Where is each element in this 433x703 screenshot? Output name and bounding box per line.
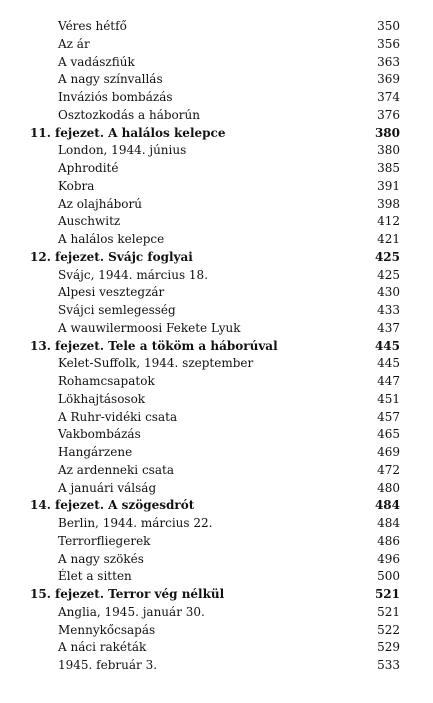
page-number: 433 <box>377 303 400 317</box>
toc-entry <box>0 657 433 675</box>
toc-entry <box>0 142 433 160</box>
entry-title: Hangárzene <box>58 445 133 459</box>
toc-entry <box>0 107 433 125</box>
page-number: 496 <box>377 551 400 566</box>
page-number: 398 <box>377 196 400 211</box>
page-number: 484 <box>374 498 400 513</box>
toc-entry <box>0 302 433 320</box>
toc-entry <box>0 639 433 657</box>
page-number: 500 <box>377 569 400 584</box>
chapter-title: 14. fejezet. A szögesdrót <box>30 498 195 513</box>
toc-entry <box>0 409 433 427</box>
toc-entry <box>0 622 433 640</box>
page-number: 521 <box>377 604 400 619</box>
toc-entry <box>0 391 433 409</box>
entry-title: Élet a sitten <box>58 569 132 584</box>
entry-title: A nagy színvallás <box>58 72 163 87</box>
page-number: 533 <box>377 658 400 672</box>
entry-title: A januári válság <box>58 480 157 495</box>
toc-entry <box>0 426 433 444</box>
page-number: 469 <box>377 445 400 459</box>
entry-title: 1945. február 3. <box>58 658 158 672</box>
toc-entry <box>0 355 433 373</box>
entry-title: A Ruhr-vidéki csata <box>58 409 178 424</box>
entry-title: Kobra <box>58 178 95 193</box>
entry-title: Berlin, 1944. március 22. <box>58 516 213 530</box>
toc-chapter-heading <box>0 125 433 143</box>
toc-chapter-heading <box>0 586 433 604</box>
toc-entry <box>0 373 433 391</box>
page-number: 472 <box>377 462 400 477</box>
entry-title: Rohamcsapatok <box>58 374 155 388</box>
entry-title: Az ardenneki csata <box>58 462 174 477</box>
toc-entry <box>0 480 433 498</box>
toc-entry <box>0 89 433 107</box>
page-number: 522 <box>377 622 400 637</box>
entry-title: A wauwilermoosi Fekete Lyuk <box>58 320 241 335</box>
entry-title: Osztozkodás a háborún <box>58 107 200 122</box>
toc-entry <box>0 54 433 72</box>
page-number: 350 <box>377 19 400 33</box>
page-number: 380 <box>374 125 400 140</box>
toc-entry <box>0 231 433 249</box>
toc-entry <box>0 551 433 569</box>
entry-title: Auschwitz <box>58 214 121 229</box>
toc-entry <box>0 36 433 54</box>
page-number: 356 <box>377 36 400 51</box>
page-number: 380 <box>377 143 400 158</box>
page-number: 391 <box>377 178 400 193</box>
toc-entry <box>0 533 433 551</box>
page-number: 457 <box>377 409 400 424</box>
toc-chapter-heading <box>0 338 433 356</box>
toc-entry <box>0 267 433 285</box>
chapter-title: 15. fejezet. Terror vég nélkül <box>30 587 225 601</box>
entry-title: Terrorfliegerek <box>58 533 151 548</box>
page-number: 521 <box>374 587 400 601</box>
table-of-contents <box>0 18 433 675</box>
entry-title: A vadászfiúk <box>58 54 135 69</box>
entry-title: A náci rakéták <box>58 640 147 655</box>
entry-title: Aphrodité <box>58 161 119 175</box>
page-number: 425 <box>377 267 400 282</box>
page-number: 445 <box>374 338 400 353</box>
entry-title: Svájc, 1944. március 18. <box>58 267 209 282</box>
toc-entry <box>0 320 433 338</box>
page-number: 480 <box>377 480 400 495</box>
entry-title: Lökhajtásosok <box>58 391 146 406</box>
page-number: 421 <box>377 232 400 246</box>
entry-title: Az olajháború <box>58 196 142 211</box>
chapter-title: 11. fejezet. A halálos kelepce <box>30 125 226 140</box>
entry-title: Anglia, 1945. január 30. <box>58 604 205 619</box>
toc-entry <box>0 213 433 231</box>
entry-title: A nagy szökés <box>58 551 144 566</box>
toc-entry <box>0 515 433 533</box>
entry-title: A halálos kelepce <box>58 232 165 246</box>
entry-title: Vakbombázás <box>58 427 141 442</box>
entry-title: Mennykőcsapás <box>58 622 156 637</box>
page-number: 412 <box>377 214 400 229</box>
page-number: 437 <box>377 320 400 335</box>
entry-title: Véres hétfő <box>58 19 127 33</box>
toc-entry <box>0 568 433 586</box>
page-number: 369 <box>377 72 400 87</box>
toc-entry <box>0 71 433 89</box>
page-number: 529 <box>377 640 400 655</box>
page-number: 484 <box>377 516 400 530</box>
entry-title: Alpesi vesztegzár <box>58 285 165 300</box>
entry-title: London, 1944. június <box>58 143 187 158</box>
toc-entry <box>0 284 433 302</box>
entry-title: Svájci semlegesség <box>58 303 176 317</box>
toc-chapter-heading <box>0 249 433 267</box>
toc-entry <box>0 160 433 178</box>
page-number: 430 <box>377 285 400 300</box>
entry-title: Kelet-Suffolk, 1944. szeptember <box>58 356 254 371</box>
page-number: 363 <box>377 54 400 69</box>
chapter-title: 12. fejezet. Svájc foglyai <box>30 249 193 264</box>
page-number: 451 <box>377 391 400 406</box>
page-number: 385 <box>377 161 400 175</box>
page-number: 447 <box>377 374 400 388</box>
page-number: 445 <box>377 356 400 371</box>
toc-entry <box>0 444 433 462</box>
page-number: 465 <box>377 427 400 442</box>
entry-title: Az ár <box>58 36 90 51</box>
toc-entry <box>0 462 433 480</box>
page-number: 486 <box>377 533 400 548</box>
page-number: 376 <box>377 107 400 122</box>
toc-entry <box>0 18 433 36</box>
page-number: 374 <box>377 90 400 104</box>
toc-chapter-heading <box>0 497 433 515</box>
entry-title: Inváziós bombázás <box>58 90 173 104</box>
page-number: 425 <box>374 249 400 264</box>
toc-entry <box>0 604 433 622</box>
chapter-title: 13. fejezet. Tele a tököm a háborúval <box>30 338 278 353</box>
toc-entry <box>0 178 433 196</box>
toc-entry <box>0 196 433 214</box>
